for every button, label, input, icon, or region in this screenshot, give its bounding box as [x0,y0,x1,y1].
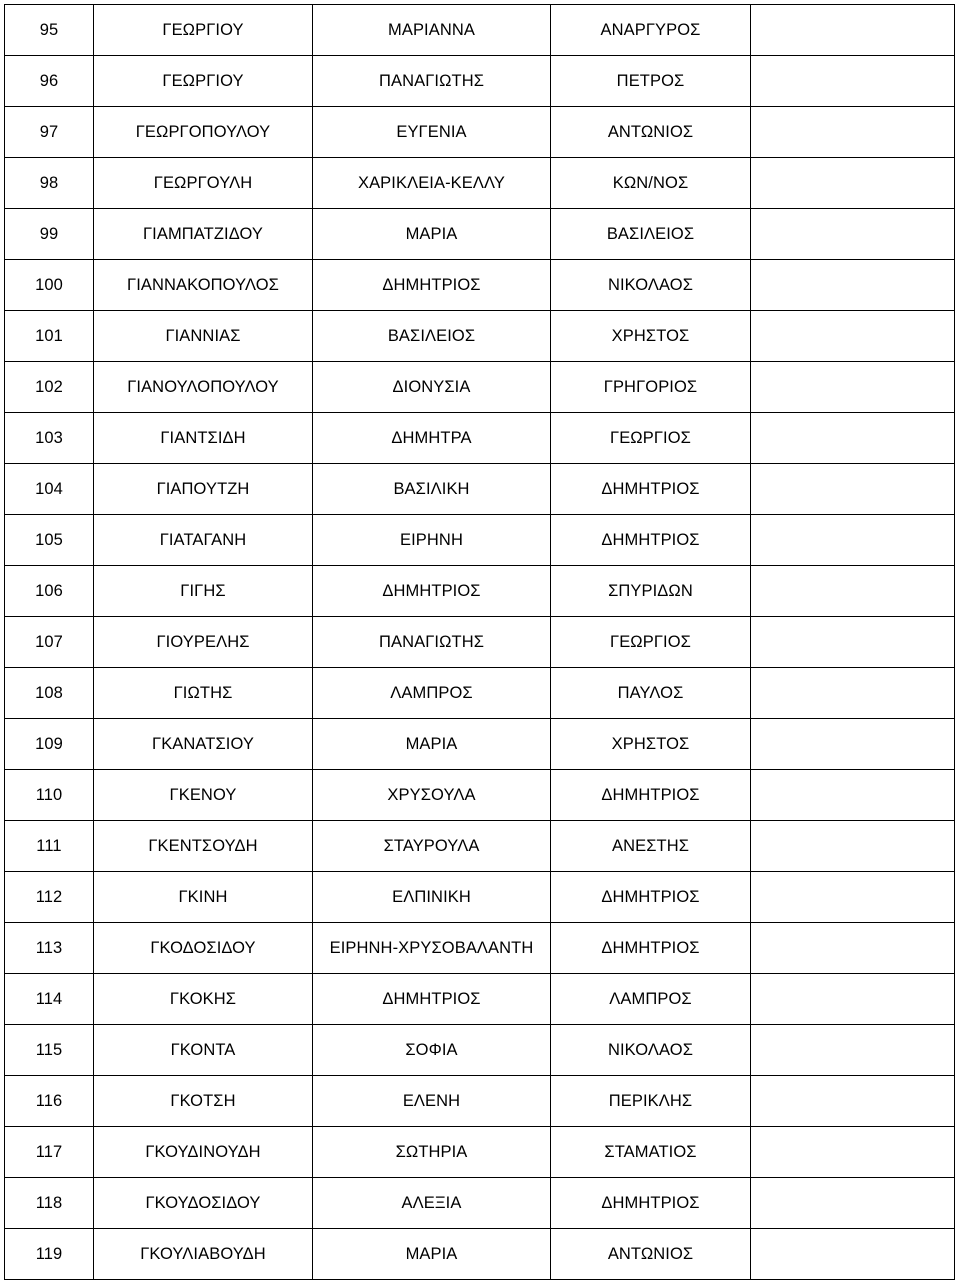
first-name-cell: ΒΑΣΙΛΕΙΟΣ [313,311,551,362]
row-number-cell: 116 [5,1076,94,1127]
blank-cell [751,1229,955,1280]
blank-cell [751,668,955,719]
surname-cell: ΓΚΟΤΣΗ [94,1076,313,1127]
row-number-cell: 100 [5,260,94,311]
row-number-cell: 119 [5,1229,94,1280]
blank-cell [751,617,955,668]
table-row [5,158,955,209]
table-row [5,821,955,872]
table-row [5,668,955,719]
blank-cell [751,56,955,107]
table-row [5,1178,955,1229]
blank-cell [751,770,955,821]
father-name-cell: ΔΗΜΗΤΡΙΟΣ [551,923,751,974]
father-name-cell: ΝΙΚΟΛΑΟΣ [551,260,751,311]
father-name-cell: ΓΕΩΡΓΙΟΣ [551,617,751,668]
surname-cell: ΓΚΟΥΔΙΝΟΥΔΗ [94,1127,313,1178]
blank-cell [751,362,955,413]
table-row [5,719,955,770]
blank-cell [751,974,955,1025]
blank-cell [751,311,955,362]
surname-cell: ΓΚΕΝΟΥ [94,770,313,821]
row-number-cell: 101 [5,311,94,362]
blank-cell [751,209,955,260]
father-name-cell: ΑΝΤΩΝΙΟΣ [551,1229,751,1280]
table-row [5,56,955,107]
first-name-cell: ΕΛΠΙΝΙΚΗ [313,872,551,923]
father-name-cell: ΝΙΚΟΛΑΟΣ [551,1025,751,1076]
row-number-cell: 107 [5,617,94,668]
table-row [5,1229,955,1280]
row-number-cell: 105 [5,515,94,566]
row-number-cell: 108 [5,668,94,719]
row-number-cell: 106 [5,566,94,617]
first-name-cell: ΣΟΦΙΑ [313,1025,551,1076]
surname-cell: ΓΚΙΝΗ [94,872,313,923]
father-name-cell: ΧΡΗΣΤΟΣ [551,311,751,362]
father-name-cell: ΠΕΡΙΚΛΗΣ [551,1076,751,1127]
first-name-cell: ΧΑΡΙΚΛΕΙΑ-ΚΕΛΛΥ [313,158,551,209]
surname-cell: ΓΚΕΝΤΣΟΥΔΗ [94,821,313,872]
first-name-cell: ΔΙΟΝΥΣΙΑ [313,362,551,413]
surname-cell: ΓΕΩΡΓΟΠΟΥΛΟΥ [94,107,313,158]
first-name-cell: ΕΛΕΝΗ [313,1076,551,1127]
roster-body [5,5,955,1280]
father-name-cell: ΠΕΤΡΟΣ [551,56,751,107]
first-name-cell: ΕΙΡΗΝΗ-ΧΡΥΣΟΒΑΛΑΝΤΗ [313,923,551,974]
surname-cell: ΓΙΑΜΠΑΤΖΙΔΟΥ [94,209,313,260]
first-name-cell: ΣΩΤΗΡΙΑ [313,1127,551,1178]
blank-cell [751,872,955,923]
blank-cell [751,1127,955,1178]
father-name-cell: ΑΝΤΩΝΙΟΣ [551,107,751,158]
surname-cell: ΓΕΩΡΓΙΟΥ [94,56,313,107]
first-name-cell: ΛΑΜΠΡΟΣ [313,668,551,719]
blank-cell [751,821,955,872]
roster-table [4,4,955,1280]
first-name-cell: ΔΗΜΗΤΡΙΟΣ [313,974,551,1025]
father-name-cell: ΣΤΑΜΑΤΙΟΣ [551,1127,751,1178]
row-number-cell: 110 [5,770,94,821]
surname-cell: ΓΙΓΗΣ [94,566,313,617]
row-number-cell: 112 [5,872,94,923]
surname-cell: ΓΙΑΝΝΙΑΣ [94,311,313,362]
first-name-cell: ΔΗΜΗΤΡΙΟΣ [313,566,551,617]
first-name-cell: ΜΑΡΙΑΝΝΑ [313,5,551,56]
blank-cell [751,260,955,311]
blank-cell [751,107,955,158]
blank-cell [751,1178,955,1229]
row-number-cell: 118 [5,1178,94,1229]
blank-cell [751,464,955,515]
table-row [5,566,955,617]
blank-cell [751,515,955,566]
father-name-cell: ΔΗΜΗΤΡΙΟΣ [551,464,751,515]
surname-cell: ΓΙΑΝΝΑΚΟΠΟΥΛΟΣ [94,260,313,311]
father-name-cell: ΔΗΜΗΤΡΙΟΣ [551,515,751,566]
table-row [5,974,955,1025]
row-number-cell: 115 [5,1025,94,1076]
blank-cell [751,158,955,209]
father-name-cell: ΒΑΣΙΛΕΙΟΣ [551,209,751,260]
row-number-cell: 113 [5,923,94,974]
table-row [5,413,955,464]
surname-cell: ΓΚΟΥΛΙΑΒΟΥΔΗ [94,1229,313,1280]
first-name-cell: ΔΗΜΗΤΡΑ [313,413,551,464]
row-number-cell: 114 [5,974,94,1025]
table-row [5,515,955,566]
first-name-cell: ΜΑΡΙΑ [313,1229,551,1280]
surname-cell: ΓΙΑΝΟΥΛΟΠΟΥΛΟΥ [94,362,313,413]
table-row [5,464,955,515]
surname-cell: ΓΚΟΔΟΣΙΔΟΥ [94,923,313,974]
table-row [5,617,955,668]
row-number-cell: 97 [5,107,94,158]
table-row [5,1076,955,1127]
table-row [5,872,955,923]
row-number-cell: 109 [5,719,94,770]
row-number-cell: 95 [5,5,94,56]
blank-cell [751,413,955,464]
table-row [5,260,955,311]
row-number-cell: 96 [5,56,94,107]
blank-cell [751,566,955,617]
surname-cell: ΓΚΟΚΗΣ [94,974,313,1025]
table-row [5,362,955,413]
table-row [5,311,955,362]
first-name-cell: ΑΛΕΞΙΑ [313,1178,551,1229]
surname-cell: ΓΚΑΝΑΤΣΙΟΥ [94,719,313,770]
surname-cell: ΓΚΟΝΤΑ [94,1025,313,1076]
father-name-cell: ΧΡΗΣΤΟΣ [551,719,751,770]
first-name-cell: ΧΡΥΣΟΥΛΑ [313,770,551,821]
row-number-cell: 117 [5,1127,94,1178]
table-row [5,107,955,158]
father-name-cell: ΑΝΕΣΤΗΣ [551,821,751,872]
father-name-cell: ΛΑΜΠΡΟΣ [551,974,751,1025]
first-name-cell: ΣΤΑΥΡΟΥΛΑ [313,821,551,872]
table-row [5,1025,955,1076]
row-number-cell: 103 [5,413,94,464]
first-name-cell: ΠΑΝΑΓΙΩΤΗΣ [313,56,551,107]
row-number-cell: 111 [5,821,94,872]
table-row [5,209,955,260]
table-row [5,770,955,821]
surname-cell: ΓΙΟΥΡΕΛΗΣ [94,617,313,668]
blank-cell [751,719,955,770]
surname-cell: ΓΙΩΤΗΣ [94,668,313,719]
father-name-cell: ΔΗΜΗΤΡΙΟΣ [551,872,751,923]
surname-cell: ΓΕΩΡΓΟΥΛΗ [94,158,313,209]
first-name-cell: ΕΥΓΕΝΙΑ [313,107,551,158]
father-name-cell: ΠΑΥΛΟΣ [551,668,751,719]
first-name-cell: ΔΗΜΗΤΡΙΟΣ [313,260,551,311]
blank-cell [751,923,955,974]
father-name-cell: ΓΡΗΓΟΡΙΟΣ [551,362,751,413]
row-number-cell: 98 [5,158,94,209]
blank-cell [751,1076,955,1127]
row-number-cell: 99 [5,209,94,260]
first-name-cell: ΒΑΣΙΛΙΚΗ [313,464,551,515]
father-name-cell: ΑΝΑΡΓΥΡΟΣ [551,5,751,56]
blank-cell [751,1025,955,1076]
father-name-cell: ΚΩΝ/ΝΟΣ [551,158,751,209]
father-name-cell: ΔΗΜΗΤΡΙΟΣ [551,770,751,821]
father-name-cell: ΓΕΩΡΓΙΟΣ [551,413,751,464]
table-row [5,5,955,56]
surname-cell: ΓΕΩΡΓΙΟΥ [94,5,313,56]
surname-cell: ΓΙΑΝΤΣΙΔΗ [94,413,313,464]
surname-cell: ΓΙΑΤΑΓΑΝΗ [94,515,313,566]
table-row [5,1127,955,1178]
row-number-cell: 104 [5,464,94,515]
first-name-cell: ΜΑΡΙΑ [313,719,551,770]
blank-cell [751,5,955,56]
first-name-cell: ΜΑΡΙΑ [313,209,551,260]
table-row [5,923,955,974]
surname-cell: ΓΚΟΥΔΟΣΙΔΟΥ [94,1178,313,1229]
father-name-cell: ΔΗΜΗΤΡΙΟΣ [551,1178,751,1229]
first-name-cell: ΕΙΡΗΝΗ [313,515,551,566]
surname-cell: ΓΙΑΠΟΥΤΖΗ [94,464,313,515]
first-name-cell: ΠΑΝΑΓΙΩΤΗΣ [313,617,551,668]
father-name-cell: ΣΠΥΡΙΔΩΝ [551,566,751,617]
row-number-cell: 102 [5,362,94,413]
